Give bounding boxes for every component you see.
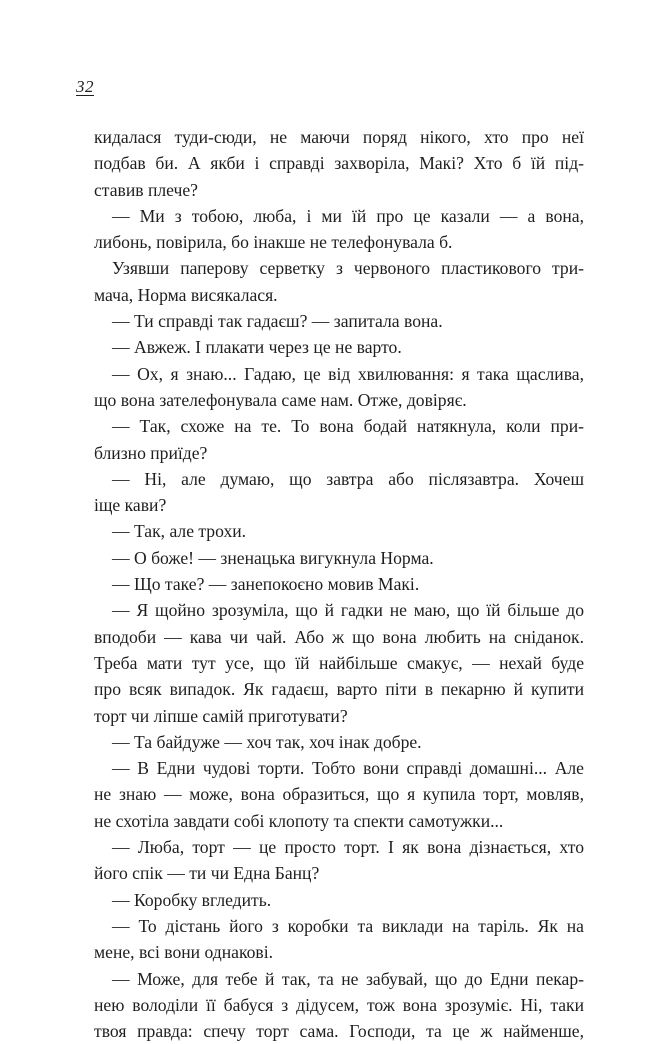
text-line: — Авжеж. І плакати через це не варто. [112,337,402,358]
text-line: — Я щойно зрозуміла, що й гадки не маю, що їй більше до [112,600,584,621]
body-text [94,124,584,1044]
text-line: про всяк випадок. Як гадаєш, варто піти в пекарню й купити [94,679,584,700]
text-line: мене, всі вони однакові. [94,942,273,963]
text-line: — Може, для тебе й так, та не забувай, що до Едни пекар- [112,968,584,989]
text-line: — Люба, торт — це просто торт. І як вона дізнається, хто [112,837,584,858]
text-line: Треба мати тут усе, що їй найбільше смакує, — нехай буде [94,652,584,673]
text-line: Узявши паперову серветку з червоного пластикового три- [112,258,584,279]
text-line: — То дістань його з коробки та виклади на таріль. Як на [112,915,584,936]
text-line: не знаю — може, вона образиться, що я купила торт, мовляв, [94,784,584,805]
text-line: кидалася туди-сюди, не маючи поряд нікого, хто про неї [94,127,584,147]
text-line: твоя правда: спечу торт сама. Господи, та це ж найменше, [94,1021,584,1042]
text-line: ставив плече? [94,179,198,200]
text-line: не схотіла завдати собі клопоту та спекти самотужки... [94,810,504,831]
text-line: — Що таке? — занепокоєно мовив Макі. [112,574,420,595]
text-line: — Ох, я знаю... Гадаю, це від хвилювання: я така щаслива, [112,363,584,384]
text-line: — Ти справді так гадаєш? — запитала вона. [112,311,443,332]
text-line: либонь, повірила, бо інакше не телефонувала б. [94,232,453,253]
text-line: що вона зателефонувала саме нам. Отже, довіряє. [94,389,467,410]
text-line: — В Едни чудові торти. Тобто вони справді домашні... Але [112,758,584,779]
text-line: — Ми з тобою, люба, і ми їй про це казали — а вона, [112,205,584,226]
text-line: — Та байдуже — хоч так, хоч інак добре. [112,731,422,752]
page-number: 32 [76,77,94,96]
text-line: його спік — ти чи Една Банц? [94,863,320,884]
text-line: нею володіли її бабуся з дідусем, тож вона зрозуміє. Ні, таки [94,994,584,1015]
text-line: торт чи ліпше самій приготувати? [94,705,348,726]
text-line: — О боже! — зненацька вигукнула Норма. [112,547,434,568]
text-line: подбав би. А якби і справді захворіла, Макі? Хто б їй під- [94,153,584,174]
text-line: — Ні, але думаю, що завтра або післязавтра. Хочеш [112,468,584,489]
text-line: близно приїде? [94,442,208,463]
text-line: — Так, але трохи. [112,521,247,542]
text-line: мача, Норма висякалася. [94,284,278,305]
text-line: іще кави? [94,495,167,516]
text-line: — Так, схоже на те. То вона бодай натякнула, коли при- [112,416,584,437]
text-line: — Коробку вгледить. [112,889,272,910]
text-line: вподоби — кава чи чай. Або ж що вона любить на сніданок. [94,626,584,647]
